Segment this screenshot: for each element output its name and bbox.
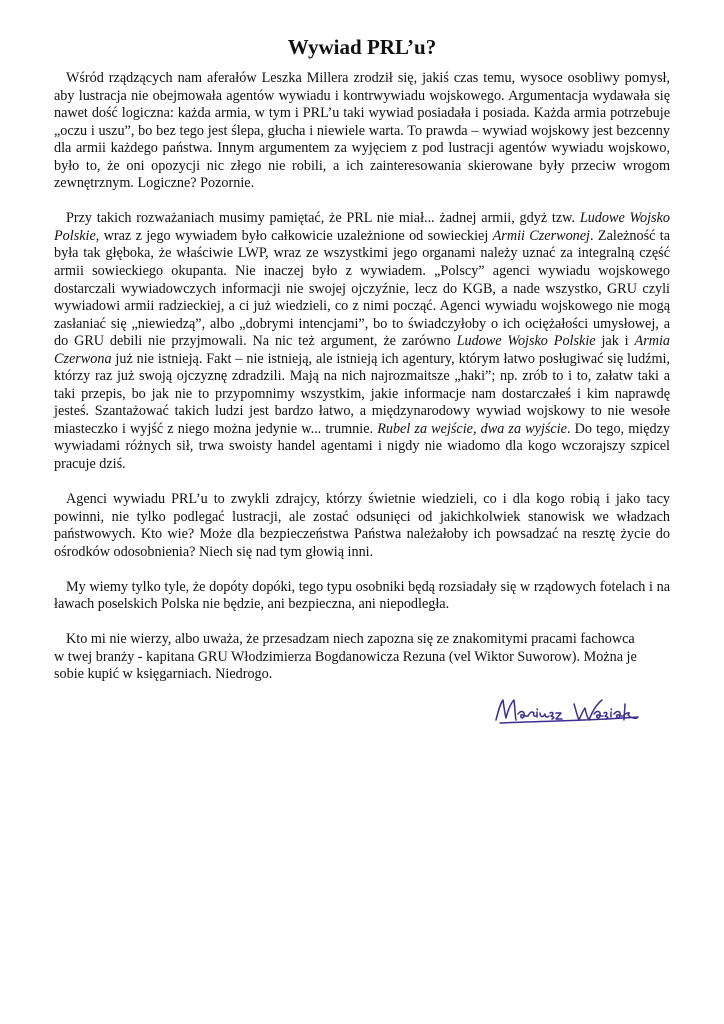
text-segment: Agenci wywiadu PRL’u to zwykli zdrajcy, którzy świetnie wiedzieli, co i dla kogo robią i jako tacy powinni, nie tylko podlegać lustracji, ale zostać odsunięci od jakichkolwiek stanowisk we władzach państwowych. Kto wie? Może dla bezpieczeństwa Państwa należałoby ich powsadzać na resztę życie do ośrodków odosobnienia? Niech się nad tym głowią inni.	[54, 491, 670, 560]
text-segment: Kto mi nie wierzy, albo uważa, że przesadzam niech zapozna się ze znakomitymi pracami fachowca w twej branży - kapitana GRU Włodzimierza Bogdanowicza Rezuna (vel Wiktor Suworow). Można je sobie kupić w księgarniach. Niedrogo.	[54, 631, 637, 683]
paragraph	[54, 579, 670, 614]
text-segment: . Do tego, między wywiadami różnych sił, trwa swoisty handel agentami i nigdy nie wiadomo dla kogo wczorajszy szpicel pracuje dziś.	[54, 420, 671, 472]
article-body	[54, 70, 670, 701]
paragraph	[54, 631, 644, 684]
italic-phrase: Ludowe Wojsko Polskie	[54, 210, 670, 244]
signature	[490, 690, 650, 730]
text-segment: Przy takich rozważaniach musimy pamiętać, że PRL nie miał... żadnej armii, gdyż tzw.	[66, 210, 580, 227]
italic-phrase: Armia Czerwona	[54, 333, 670, 367]
paragraph	[54, 491, 670, 561]
paragraph	[54, 70, 670, 193]
text-segment: Wśród rządzących nam aferałów Leszka Millera zrodził się, jakiś czas temu, wysoce osobliwy pomysł, aby lustracja nie obejmowała agentów wywiadu i kontrwywiadu wojskowego. Argumentacja wydawała się nawet dość logiczna: każda armia, w tym i PRL’u taki wywiad posiadała i posiada. Każda armia potrzebuje „oczu i uszu”, bo bez tego jest ślepa, głucha i niewiele warta. To prawda – wywiad wojskowy jest bezcenny dla armii każdego państwa. Innym argumentem za wyjęciem z pod lustracji agentów wywiadu wojskowo, było to, że oni opozycji nic złego nie robili, a ich zainteresowania skierowane były przeciw wrogom zewnętrznym. Logiczne? Pozornie.	[54, 70, 670, 192]
text-segment: jak i	[595, 333, 635, 350]
text-segment: My wiemy tylko tyle, że dopóty dopóki, tego typu osobniki będą rozsiadały się w rządowych fotelach i na ławach poselskich Polska nie będzie, ani bezpieczna, ani niepodległa.	[54, 578, 670, 613]
italic-phrase: Armii Czerwonej	[492, 227, 591, 244]
paragraph	[54, 210, 670, 473]
document-title: Wywiad PRL’u?	[287, 35, 437, 59]
text-segment: , wraz z jego wywiadem było całkowicie uzależnione od sowieckiej	[95, 227, 493, 244]
text-segment: już nie istnieją. Fakt – nie istnieją, ale istnieją ich agentury, którym łatwo posługiwać się ludźmi, którzy raz już swoją ojczyznę zdradzili. Mają na nich najrozmaitsze „haki”; np. zrób to i to, załatw taki a taki przepis, bo jak nie to przypomnimy wszystkim, jakie informacje nam dostarczałeś i kim naprawdę jesteś. Szantażować takich ludzi jest bardzo łatwo, a międzynarodowy wywiad wojskowy to nie wesołe miasteczko i wyjść z niego można jedynie w... trumnie.	[54, 350, 670, 437]
text-segment: . Zależność ta była tak głęboka, że właściwie LWP, wraz ze wszystkimi jego organami należy uznać za integralną część armii sowieckiego okupanta. Nie inaczej było z wywiadem. „Polscy” agenci wywiadu wojskowego dostarczali wywiadowczych informacji nie swojej ojczyźnie, lecz do KGB, a nade wszystko, GRU czyli wywiadowi armii radzieckiej, a ci już wiedzieli, co z nimi począć. Agenci wywiadu wojskowego nie mogą zasłaniać się „niewiedzą”, albo „dobrymi intencjami”, bo to świadczyłoby o ich ociężałości umysłowej, a do GRU debili nie przyjmowali. Na nic też argument, że zarówno	[54, 227, 671, 350]
signature-graphic	[490, 690, 650, 730]
italic-phrase: Rubel za wejście, dwa za wyjście	[377, 420, 567, 437]
italic-phrase: Ludowe Wojsko Polskie	[456, 333, 596, 350]
